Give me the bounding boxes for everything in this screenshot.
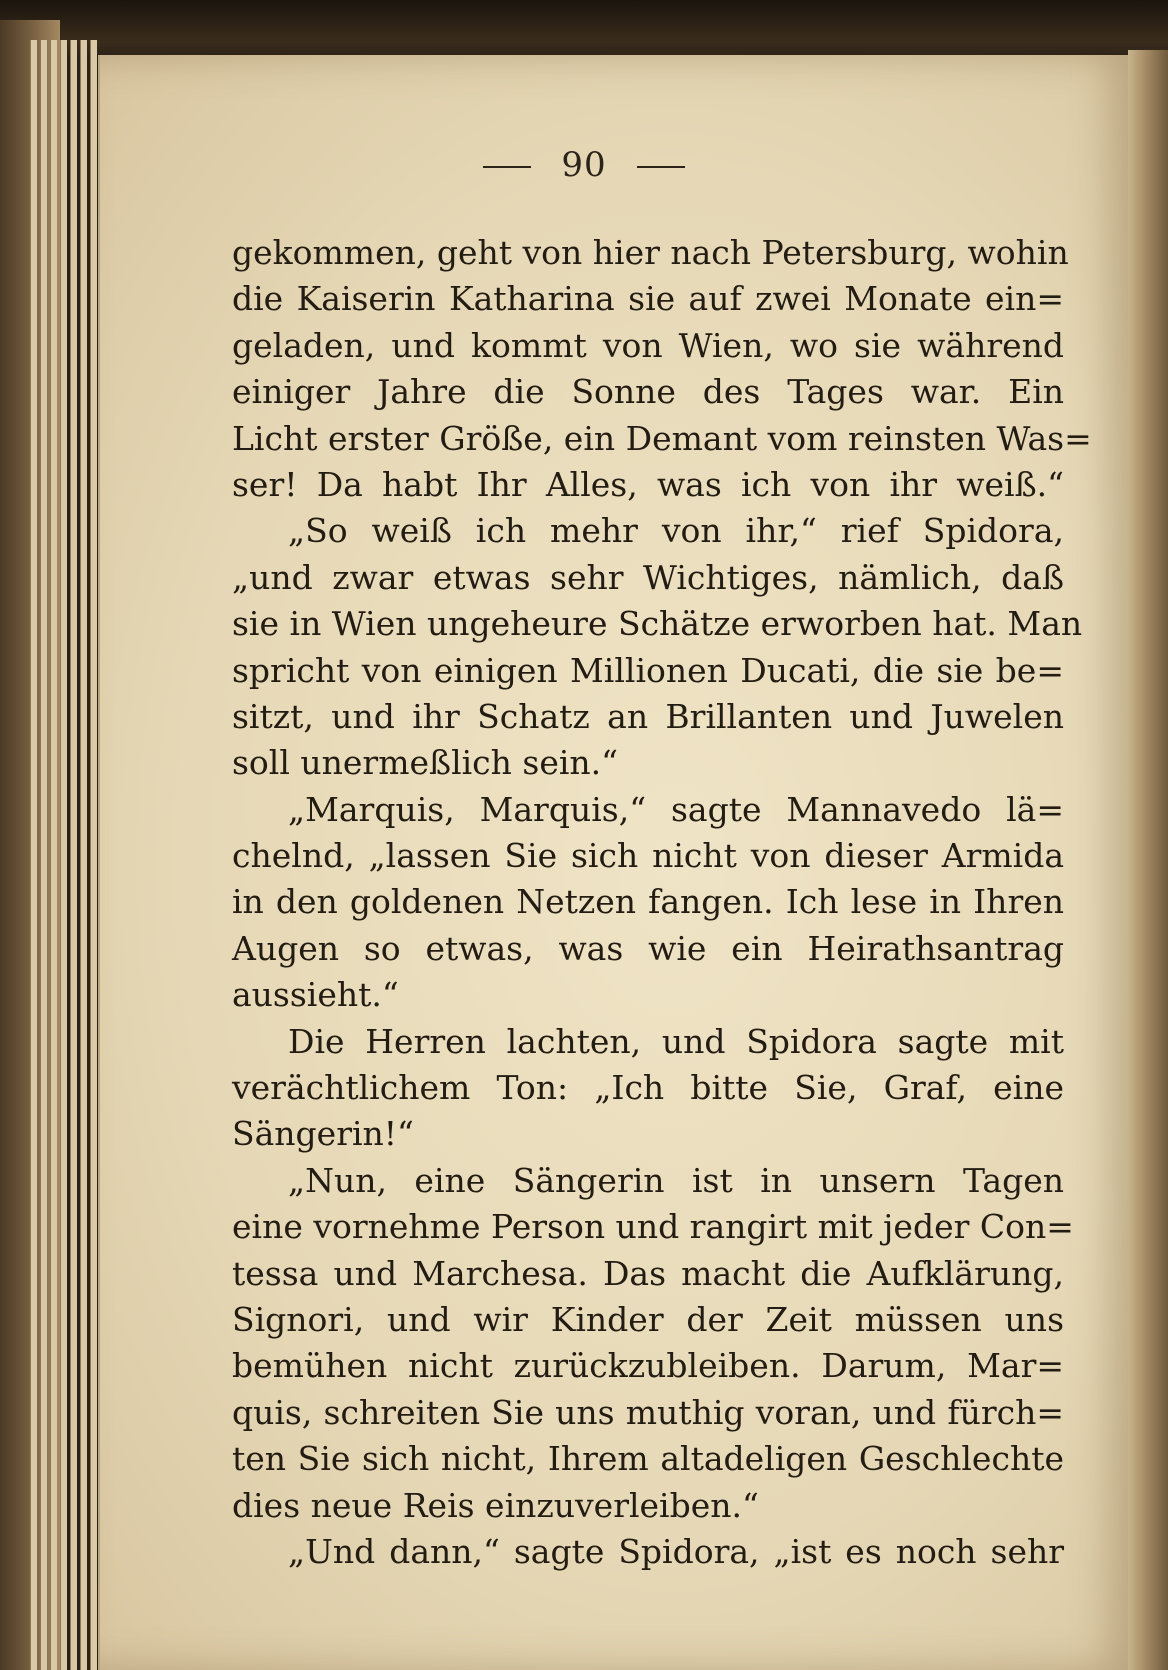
page-stack-edge xyxy=(60,40,67,1670)
text-line: Augen so etwas, was wie ein Heirathsantrag xyxy=(232,928,1064,968)
text-line: „und zwar etwas sehr Wichtiges, nämlich, daß xyxy=(232,557,1064,597)
page-stack-edge xyxy=(80,40,87,1670)
text-line: dies neue Reis einzuverleiben.“ xyxy=(232,1485,759,1525)
text-line: sie in Wien ungeheure Schätze erworben hat. Man xyxy=(232,604,1083,644)
text-line: Sängerin!“ xyxy=(232,1114,414,1154)
page-text xyxy=(232,230,1092,1575)
page-stack-edge xyxy=(50,40,57,1670)
text-line: chelnd, „lassen Sie sich nicht von dieser Armida xyxy=(232,836,1064,876)
text-line: eine vornehme Person und rangirt mit jeder Con= xyxy=(232,1207,1074,1247)
page-stack-edge xyxy=(90,40,97,1670)
text-line: verächtlichem Ton: „Ich bitte Sie, Graf, eine xyxy=(232,1068,1064,1108)
page-stack-edge xyxy=(40,40,47,1670)
text-line: ten Sie sich nicht, Ihrem altadeligen Geschlechte xyxy=(232,1439,1064,1479)
page-stack-edge xyxy=(30,40,37,1670)
text-line: aussieht.“ xyxy=(232,975,399,1015)
page-number-dash-left xyxy=(483,166,531,168)
text-line: „Nun, eine Sängerin ist in unsern Tagen xyxy=(288,1160,1064,1200)
top-shadow xyxy=(0,0,1168,60)
text-line: „Und dann,“ sagte Spidora, „ist es noch sehr xyxy=(288,1531,1064,1571)
text-line: Signori, und wir Kinder der Zeit müssen uns xyxy=(232,1299,1064,1339)
book-gutter xyxy=(1128,50,1168,1670)
page-stack-edge xyxy=(70,40,77,1670)
page-number-dash-right xyxy=(637,166,685,168)
text-line: einiger Jahre die Sonne des Tages war. Ein xyxy=(232,372,1064,412)
page-number-value: 90 xyxy=(561,145,607,185)
text-line: bemühen nicht zurückzubleiben. Darum, Mar= xyxy=(232,1346,1064,1386)
text-line: „Marquis, Marquis,“ sagte Mannavedo lä= xyxy=(288,789,1064,829)
text-line: Die Herren lachten, und Spidora sagte mit xyxy=(288,1021,1064,1061)
page-number xyxy=(0,145,1168,185)
text-line: tessa und Marchesa. Das macht die Aufklärung, xyxy=(232,1253,1064,1293)
text-line: Licht erster Größe, ein Demant vom reinsten Was= xyxy=(232,418,1092,458)
text-line: gekommen, geht von hier nach Petersburg, wohin xyxy=(232,233,1069,272)
text-line: „So weiß ich mehr von ihr,“ rief Spidora, xyxy=(288,511,1064,551)
text-line: quis, schreiten Sie uns muthig voran, und fürch= xyxy=(232,1392,1064,1432)
text-line: soll unermeßlich sein.“ xyxy=(232,743,619,783)
text-line: in den goldenen Netzen fangen. Ich lese in Ihren xyxy=(232,882,1064,922)
text-line: ser! Da habt Ihr Alles, was ich von ihr weiß.“ xyxy=(232,464,1064,504)
text-line: spricht von einigen Millionen Ducati, die sie be= xyxy=(232,650,1064,690)
text-line: die Kaiserin Katharina sie auf zwei Monate ein= xyxy=(232,279,1064,319)
text-line: geladen, und kommt von Wien, wo sie während xyxy=(232,325,1064,365)
text-line: sitzt, und ihr Schatz an Brillanten und Juwelen xyxy=(232,696,1064,736)
